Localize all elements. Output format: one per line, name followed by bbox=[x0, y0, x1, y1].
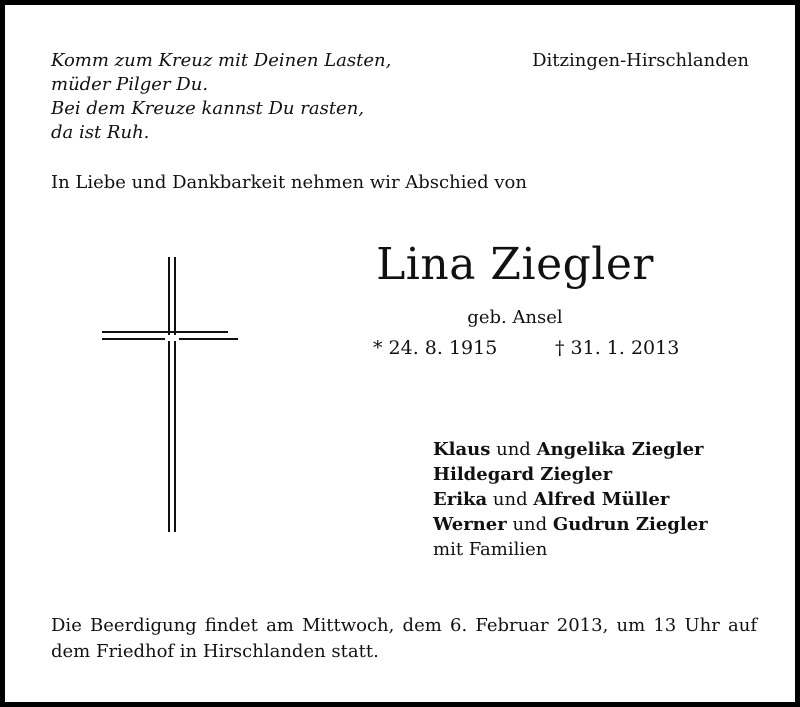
poem-line: müder Pilger Du. bbox=[51, 74, 209, 95]
family-member: Hildegard Ziegler bbox=[433, 464, 613, 485]
family-list bbox=[433, 437, 708, 562]
maiden-name: geb. Ansel bbox=[467, 307, 563, 328]
family-member: Werner bbox=[433, 514, 507, 535]
family-member: Erika bbox=[433, 489, 488, 510]
family-member: Gudrun Ziegler bbox=[552, 514, 708, 535]
birth-date: * 24. 8. 1915 bbox=[373, 337, 498, 359]
death-date: † 31. 1. 2013 bbox=[555, 337, 680, 359]
funeral-notice: Die Beerdigung findet am Mittwoch, dem 6. Februar 2013, um 13 Uhr auf dem Friedhof in Hirschlanden statt. bbox=[51, 615, 757, 662]
family-row bbox=[433, 437, 708, 462]
family-conjunction: und bbox=[512, 514, 548, 535]
family-row bbox=[433, 512, 708, 537]
intro-text: In Liebe und Dankbarkeit nehmen wir Abschied von bbox=[51, 172, 527, 193]
family-member: Klaus bbox=[433, 439, 491, 460]
poem-line: Bei dem Kreuze kannst Du rasten, bbox=[51, 98, 365, 119]
family-conjunction: und bbox=[492, 489, 528, 510]
family-conjunction: und bbox=[496, 439, 531, 460]
place-name: Ditzingen-Hirschlanden bbox=[532, 50, 749, 71]
deceased-name: Lina Ziegler bbox=[376, 239, 654, 290]
family-member: Alfred Müller bbox=[533, 489, 670, 510]
cross-icon bbox=[100, 257, 240, 532]
poem-line: Komm zum Kreuz mit Deinen Lasten, bbox=[51, 50, 392, 71]
poem-line: da ist Ruh. bbox=[51, 122, 150, 143]
family-row bbox=[433, 487, 708, 512]
family-suffix: mit Familien bbox=[433, 539, 548, 560]
poem bbox=[51, 49, 391, 145]
family-row bbox=[433, 462, 708, 487]
family-member: Angelika Ziegler bbox=[536, 439, 704, 460]
